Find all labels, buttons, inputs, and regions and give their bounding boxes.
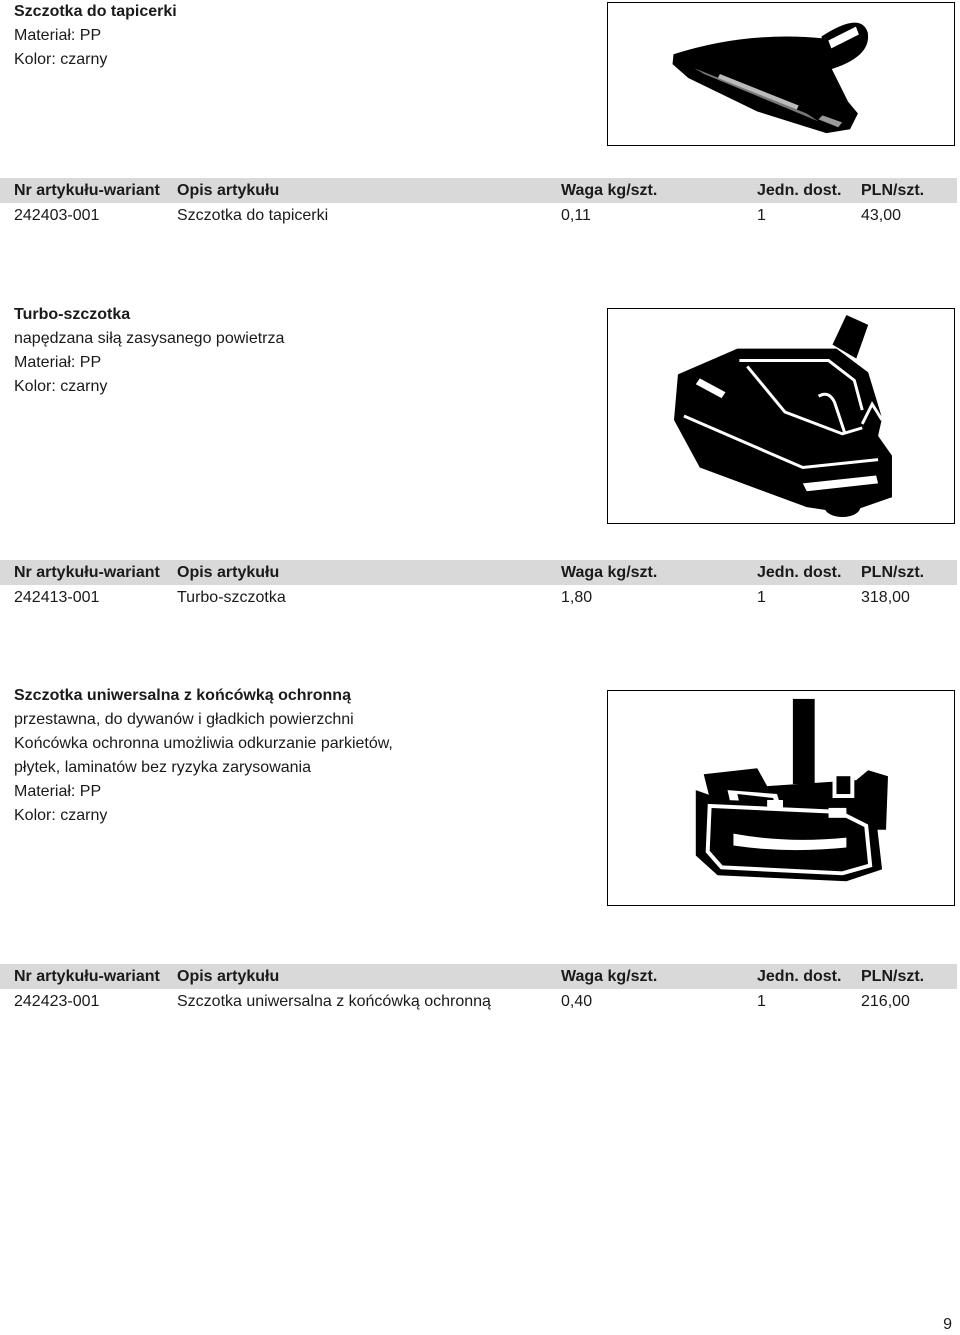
cell-nr: 242403-001 — [14, 207, 100, 224]
universal-brush-image — [607, 690, 955, 906]
cell-opis: Szczotka do tapicerki — [177, 207, 329, 224]
cell-pln: 318,00 — [861, 589, 910, 606]
table-row — [0, 586, 957, 610]
header-pln: PLN/szt. — [861, 182, 925, 199]
table-row — [0, 990, 957, 1014]
table-header — [0, 560, 957, 585]
cell-nr: 242423-001 — [14, 993, 100, 1010]
header-nr: Nr artykułu-wariant — [14, 182, 160, 199]
cell-waga: 1,80 — [561, 589, 593, 606]
product-feature: Końcówka ochronna umożliwia odkurzanie parkietów, — [14, 735, 393, 752]
product-title: Szczotka uniwersalna z końcówką ochronną — [14, 687, 351, 704]
table-row — [0, 204, 957, 228]
product-description — [14, 0, 574, 72]
cell-jedn: 1 — [757, 589, 766, 606]
table-header — [0, 178, 957, 203]
header-waga: Waga kg/szt. — [561, 564, 658, 581]
header-nr: Nr artykułu-wariant — [14, 968, 160, 985]
header-jedn: Jedn. dost. — [757, 182, 842, 199]
upholstery-brush-image — [607, 2, 955, 146]
product-feature: płytek, laminatów bez ryzyka zarysowania — [14, 759, 312, 776]
cell-waga: 0,11 — [561, 207, 591, 224]
header-opis: Opis artykułu — [177, 182, 280, 199]
cell-opis: Szczotka uniwersalna z końcówką ochronną — [177, 993, 491, 1010]
header-pln: PLN/szt. — [861, 564, 925, 581]
turbo-brush-image — [607, 308, 955, 524]
header-nr: Nr artykułu-wariant — [14, 564, 160, 581]
header-jedn: Jedn. dost. — [757, 968, 842, 985]
product-material: Materiał: PP — [14, 27, 102, 44]
product-description — [14, 303, 574, 399]
header-jedn: Jedn. dost. — [757, 564, 842, 581]
cell-nr: 242413-001 — [14, 589, 100, 606]
product-title: Turbo-szczotka — [14, 306, 131, 323]
product-description — [14, 684, 574, 828]
header-opis: Opis artykułu — [177, 968, 280, 985]
product-material: Materiał: PP — [14, 354, 102, 371]
cell-opis: Turbo-szczotka — [177, 589, 286, 606]
product-feature: przestawna, do dywanów i gładkich powierzchni — [14, 711, 354, 728]
product-color: Kolor: czarny — [14, 378, 108, 395]
table-header — [0, 964, 957, 989]
cell-waga: 0,40 — [561, 993, 593, 1010]
page-number: 9 — [943, 1316, 952, 1333]
product-color: Kolor: czarny — [14, 807, 108, 824]
header-opis: Opis artykułu — [177, 564, 280, 581]
cell-jedn: 1 — [757, 207, 766, 224]
cell-jedn: 1 — [757, 993, 766, 1010]
cell-pln: 43,00 — [861, 207, 902, 224]
product-feature: napędzana siłą zasysanego powietrza — [14, 330, 285, 347]
header-waga: Waga kg/szt. — [561, 968, 658, 985]
header-waga: Waga kg/szt. — [561, 182, 658, 199]
product-title: Szczotka do tapicerki — [14, 3, 177, 20]
product-material: Materiał: PP — [14, 783, 102, 800]
cell-pln: 216,00 — [861, 993, 910, 1010]
product-color: Kolor: czarny — [14, 51, 108, 68]
header-pln: PLN/szt. — [861, 968, 925, 985]
